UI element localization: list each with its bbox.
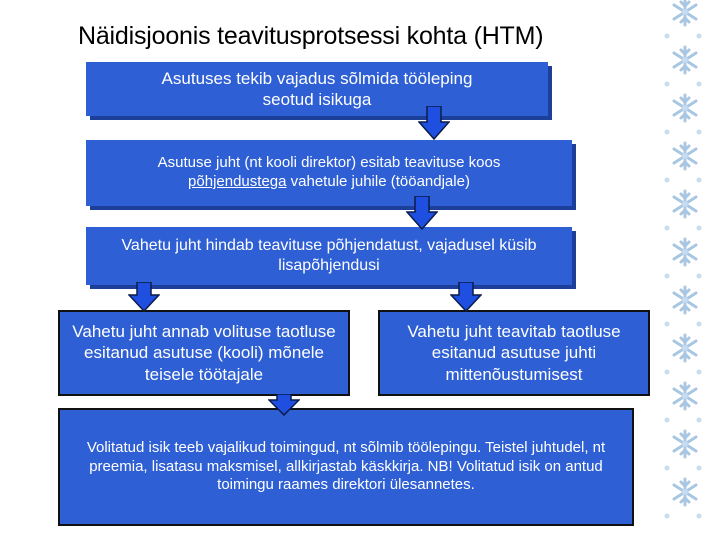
step-head-text-part1: Asutuse juht (nt kooli direktor) esitab teavituse koos xyxy=(157,154,501,172)
step-manager-informs-disagreement xyxy=(378,310,650,396)
step-manager-evaluates-text: Vahetu juht hindab teavituse põhjendatust, vajadusel küsib lisapõhjendusi xyxy=(121,237,537,274)
step-head-submits-notice xyxy=(86,140,572,206)
down-arrow-icon xyxy=(268,394,300,416)
down-arrow-icon xyxy=(450,282,482,312)
step-need-contract-text: Asutuses tekib vajadus sõlmida tööleping seotud isikuga xyxy=(161,68,473,109)
step-need-contract xyxy=(86,62,548,116)
step-head-submits-notice-text xyxy=(116,154,542,192)
step-manager-grants-authority-text: Vahetu juht annab volituse taotluse esitanud asutuse (kooli) mõnele teisele töötajale xyxy=(72,322,336,384)
step-manager-evaluates xyxy=(86,227,572,285)
step-authorized-person-acts-text: Volitatud isik teeb vajalikud toimingud, nt sõlmib töölepingu. Teistel juhtudel, nt preemia, lisatasu maksmisel, allkirjastab käskkirja. NB! Volitatud isik on antud toimingu raames direktori ülesannetes. xyxy=(86,438,606,494)
step-manager-grants-authority xyxy=(58,310,350,396)
down-arrow-icon xyxy=(418,106,450,140)
step-authorized-person-acts xyxy=(58,408,634,526)
step-head-text-underlined: põhjendustega xyxy=(188,173,287,190)
down-arrow-icon xyxy=(128,282,160,312)
step-manager-informs-disagreement-text: Vahetu juht teavitab taotluse esitanud asutuse juhti mittenõustumisest xyxy=(407,322,621,384)
step-head-text-part2: vahetule juhile (tööandjale) xyxy=(286,173,470,190)
page-title: Näidisjoonis teavitusprotsessi kohta (HTM) xyxy=(78,22,544,50)
down-arrow-icon xyxy=(406,196,438,230)
snowflake-border-icon xyxy=(655,0,709,539)
